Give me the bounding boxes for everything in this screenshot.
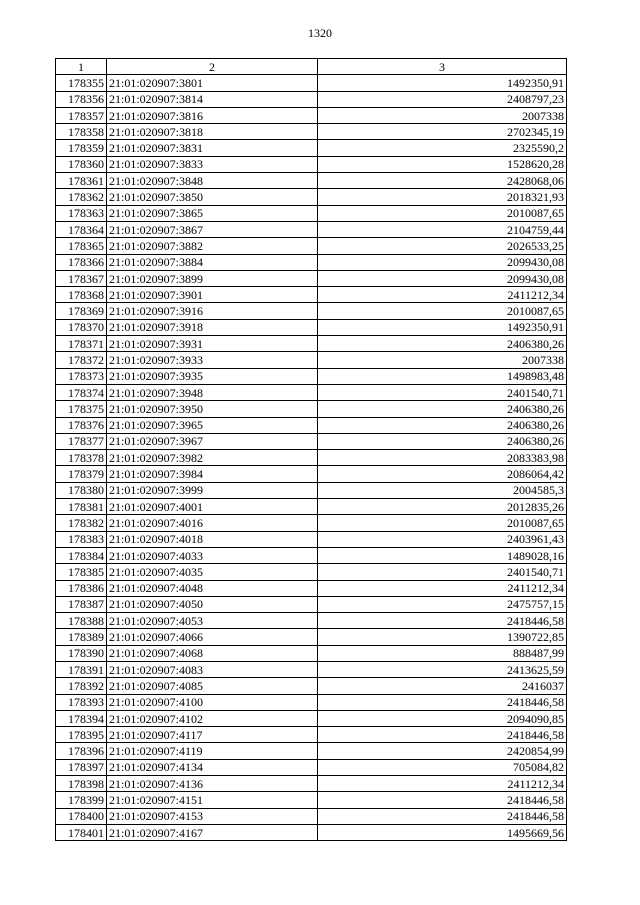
cadastral-number-cell: 21:01:020907:4134	[107, 759, 318, 775]
row-number-cell: 178360	[56, 156, 107, 172]
cadastral-number-cell: 21:01:020907:3984	[107, 466, 318, 482]
cadastral-number-cell: 21:01:020907:3999	[107, 482, 318, 498]
value-cell: 2418446,58	[318, 808, 567, 824]
row-number-cell: 178393	[56, 694, 107, 710]
table-row	[56, 238, 567, 254]
cadastral-number-cell: 21:01:020907:3899	[107, 270, 318, 286]
cadastral-number-cell: 21:01:020907:4066	[107, 629, 318, 645]
table-body	[56, 75, 567, 841]
table-row	[56, 694, 567, 710]
row-number-cell: 178383	[56, 531, 107, 547]
table-row	[56, 433, 567, 449]
cadastral-number-cell: 21:01:020907:3982	[107, 450, 318, 466]
cadastral-number-cell: 21:01:020907:4018	[107, 531, 318, 547]
value-cell: 2004585,3	[318, 482, 567, 498]
row-number-cell: 178390	[56, 645, 107, 661]
value-cell: 2403961,43	[318, 531, 567, 547]
cadastral-number-cell: 21:01:020907:3916	[107, 303, 318, 319]
row-number-cell: 178377	[56, 433, 107, 449]
page-number: 1320	[308, 26, 332, 40]
cadastral-number-cell: 21:01:020907:4117	[107, 727, 318, 743]
cadastral-number-cell: 21:01:020907:4050	[107, 596, 318, 612]
table-row	[56, 287, 567, 303]
row-number-cell: 178385	[56, 564, 107, 580]
cadastral-number-cell: 21:01:020907:4035	[107, 564, 318, 580]
table-row	[56, 352, 567, 368]
row-number-cell: 178358	[56, 124, 107, 140]
value-cell: 888487,99	[318, 645, 567, 661]
row-number-cell: 178376	[56, 417, 107, 433]
table-row	[56, 661, 567, 677]
row-number-cell: 178372	[56, 352, 107, 368]
cadastral-number-cell: 21:01:020907:4167	[107, 824, 318, 840]
table-row	[56, 776, 567, 792]
value-cell: 2408797,23	[318, 91, 567, 107]
value-cell: 1390722,85	[318, 629, 567, 645]
value-cell: 2010087,65	[318, 205, 567, 221]
table-row	[56, 319, 567, 335]
row-number-cell: 178365	[56, 238, 107, 254]
value-cell: 2325590,2	[318, 140, 567, 156]
data-table	[55, 58, 567, 841]
table-row	[56, 156, 567, 172]
table-row	[56, 91, 567, 107]
cadastral-number-cell: 21:01:020907:3933	[107, 352, 318, 368]
cadastral-number-cell: 21:01:020907:3950	[107, 401, 318, 417]
row-number-cell: 178368	[56, 287, 107, 303]
cadastral-number-cell: 21:01:020907:3965	[107, 417, 318, 433]
row-number-cell: 178361	[56, 173, 107, 189]
row-number-cell: 178375	[56, 401, 107, 417]
cadastral-number-cell: 21:01:020907:4102	[107, 710, 318, 726]
row-number-cell: 178371	[56, 336, 107, 352]
table-row	[56, 384, 567, 400]
value-cell: 2406380,26	[318, 401, 567, 417]
value-cell: 2010087,65	[318, 303, 567, 319]
table-row	[56, 221, 567, 237]
table-row	[56, 792, 567, 808]
cadastral-number-cell: 21:01:020907:3967	[107, 433, 318, 449]
cadastral-number-cell: 21:01:020907:3867	[107, 221, 318, 237]
table-row	[56, 564, 567, 580]
table-row	[56, 140, 567, 156]
cadastral-number-cell: 21:01:020907:3831	[107, 140, 318, 156]
value-cell: 2411212,34	[318, 287, 567, 303]
value-cell: 2475757,15	[318, 596, 567, 612]
cadastral-number-cell: 21:01:020907:4151	[107, 792, 318, 808]
row-number-cell: 178359	[56, 140, 107, 156]
value-cell: 705084,82	[318, 759, 567, 775]
table-row	[56, 205, 567, 221]
table-header	[56, 59, 567, 75]
row-number-cell: 178367	[56, 270, 107, 286]
row-number-cell: 178389	[56, 629, 107, 645]
value-cell: 2702345,19	[318, 124, 567, 140]
row-number-cell: 178387	[56, 596, 107, 612]
table-row	[56, 270, 567, 286]
table-row	[56, 189, 567, 205]
cadastral-number-cell: 21:01:020907:4153	[107, 808, 318, 824]
cadastral-number-cell: 21:01:020907:4016	[107, 515, 318, 531]
table-row	[56, 808, 567, 824]
table-row	[56, 613, 567, 629]
cadastral-number-cell: 21:01:020907:4048	[107, 580, 318, 596]
table-row	[56, 368, 567, 384]
cadastral-number-cell: 21:01:020907:4068	[107, 645, 318, 661]
table-row	[56, 824, 567, 840]
table-row	[56, 450, 567, 466]
table-row	[56, 531, 567, 547]
row-number-cell: 178380	[56, 482, 107, 498]
row-number-cell: 178374	[56, 384, 107, 400]
cadastral-number-cell: 21:01:020907:3935	[107, 368, 318, 384]
value-cell: 2104759,44	[318, 221, 567, 237]
row-number-cell: 178397	[56, 759, 107, 775]
value-cell: 1492350,91	[318, 75, 567, 91]
table-row	[56, 759, 567, 775]
value-cell: 2418446,58	[318, 694, 567, 710]
table-row	[56, 515, 567, 531]
table-row	[56, 124, 567, 140]
value-cell: 2012835,26	[318, 499, 567, 515]
cadastral-number-cell: 21:01:020907:3801	[107, 75, 318, 91]
value-cell: 1495669,56	[318, 824, 567, 840]
table-row	[56, 596, 567, 612]
row-number-cell: 178355	[56, 75, 107, 91]
cadastral-number-cell: 21:01:020907:3865	[107, 205, 318, 221]
table-row	[56, 499, 567, 515]
row-number-cell: 178401	[56, 824, 107, 840]
value-cell: 1528620,28	[318, 156, 567, 172]
cadastral-number-cell: 21:01:020907:3850	[107, 189, 318, 205]
value-cell: 2428068,06	[318, 173, 567, 189]
value-cell: 2099430,08	[318, 270, 567, 286]
value-cell: 1498983,48	[318, 368, 567, 384]
table-row	[56, 401, 567, 417]
row-number-cell: 178399	[56, 792, 107, 808]
row-number-cell: 178381	[56, 499, 107, 515]
value-cell: 2418446,58	[318, 792, 567, 808]
header-row	[56, 59, 567, 75]
table-row	[56, 547, 567, 563]
table-row	[56, 336, 567, 352]
table-row	[56, 417, 567, 433]
value-cell: 2094090,85	[318, 710, 567, 726]
value-cell: 2401540,71	[318, 564, 567, 580]
table-row	[56, 173, 567, 189]
row-number-cell: 178394	[56, 710, 107, 726]
table-row	[56, 303, 567, 319]
value-cell: 2406380,26	[318, 336, 567, 352]
cadastral-number-cell: 21:01:020907:4100	[107, 694, 318, 710]
value-cell: 2010087,65	[318, 515, 567, 531]
value-cell: 2406380,26	[318, 433, 567, 449]
value-cell: 2099430,08	[318, 254, 567, 270]
row-number-cell: 178369	[56, 303, 107, 319]
column-header-3: 3	[318, 59, 567, 75]
table-row	[56, 466, 567, 482]
value-cell: 2418446,58	[318, 613, 567, 629]
row-number-cell: 178392	[56, 678, 107, 694]
table-row	[56, 743, 567, 759]
row-number-cell: 178362	[56, 189, 107, 205]
table-row	[56, 75, 567, 91]
table-row	[56, 482, 567, 498]
row-number-cell: 178384	[56, 547, 107, 563]
row-number-cell: 178378	[56, 450, 107, 466]
value-cell: 2416037	[318, 678, 567, 694]
row-number-cell: 178386	[56, 580, 107, 596]
cadastral-number-cell: 21:01:020907:3884	[107, 254, 318, 270]
cadastral-number-cell: 21:01:020907:4119	[107, 743, 318, 759]
value-cell: 1489028,16	[318, 547, 567, 563]
column-header-2: 2	[107, 59, 318, 75]
value-cell: 2406380,26	[318, 417, 567, 433]
cadastral-number-cell: 21:01:020907:3931	[107, 336, 318, 352]
row-number-cell: 178396	[56, 743, 107, 759]
table-row	[56, 727, 567, 743]
value-cell: 2411212,34	[318, 580, 567, 596]
row-number-cell: 178388	[56, 613, 107, 629]
cadastral-number-cell: 21:01:020907:4033	[107, 547, 318, 563]
cadastral-number-cell: 21:01:020907:3901	[107, 287, 318, 303]
value-cell: 2007338	[318, 352, 567, 368]
table-row	[56, 678, 567, 694]
value-cell: 2401540,71	[318, 384, 567, 400]
row-number-cell: 178382	[56, 515, 107, 531]
value-cell: 2026533,25	[318, 238, 567, 254]
table-row	[56, 629, 567, 645]
row-number-cell: 178400	[56, 808, 107, 824]
value-cell: 2083383,98	[318, 450, 567, 466]
cadastral-number-cell: 21:01:020907:4085	[107, 678, 318, 694]
cadastral-number-cell: 21:01:020907:3818	[107, 124, 318, 140]
table-row	[56, 107, 567, 123]
row-number-cell: 178357	[56, 107, 107, 123]
row-number-cell: 178366	[56, 254, 107, 270]
row-number-cell: 178363	[56, 205, 107, 221]
row-number-cell: 178370	[56, 319, 107, 335]
cadastral-number-cell: 21:01:020907:4053	[107, 613, 318, 629]
cadastral-number-cell: 21:01:020907:4083	[107, 661, 318, 677]
value-cell: 2007338	[318, 107, 567, 123]
table-row	[56, 254, 567, 270]
cadastral-number-cell: 21:01:020907:3918	[107, 319, 318, 335]
cadastral-number-cell: 21:01:020907:3848	[107, 173, 318, 189]
row-number-cell: 178391	[56, 661, 107, 677]
row-number-cell: 178364	[56, 221, 107, 237]
value-cell: 1492350,91	[318, 319, 567, 335]
column-header-1: 1	[56, 59, 107, 75]
table-row	[56, 580, 567, 596]
cadastral-number-cell: 21:01:020907:3833	[107, 156, 318, 172]
cadastral-number-cell: 21:01:020907:3882	[107, 238, 318, 254]
cadastral-number-cell: 21:01:020907:3948	[107, 384, 318, 400]
row-number-cell: 178398	[56, 776, 107, 792]
value-cell: 2411212,34	[318, 776, 567, 792]
cadastral-number-cell: 21:01:020907:3814	[107, 91, 318, 107]
cadastral-number-cell: 21:01:020907:4136	[107, 776, 318, 792]
table-row	[56, 710, 567, 726]
row-number-cell: 178395	[56, 727, 107, 743]
row-number-cell: 178379	[56, 466, 107, 482]
table-row	[56, 645, 567, 661]
value-cell: 2086064,42	[318, 466, 567, 482]
cadastral-number-cell: 21:01:020907:3816	[107, 107, 318, 123]
value-cell: 2420854,99	[318, 743, 567, 759]
cadastral-number-cell: 21:01:020907:4001	[107, 499, 318, 515]
value-cell: 2018321,93	[318, 189, 567, 205]
row-number-cell: 178373	[56, 368, 107, 384]
value-cell: 2413625,59	[318, 661, 567, 677]
row-number-cell: 178356	[56, 91, 107, 107]
value-cell: 2418446,58	[318, 727, 567, 743]
